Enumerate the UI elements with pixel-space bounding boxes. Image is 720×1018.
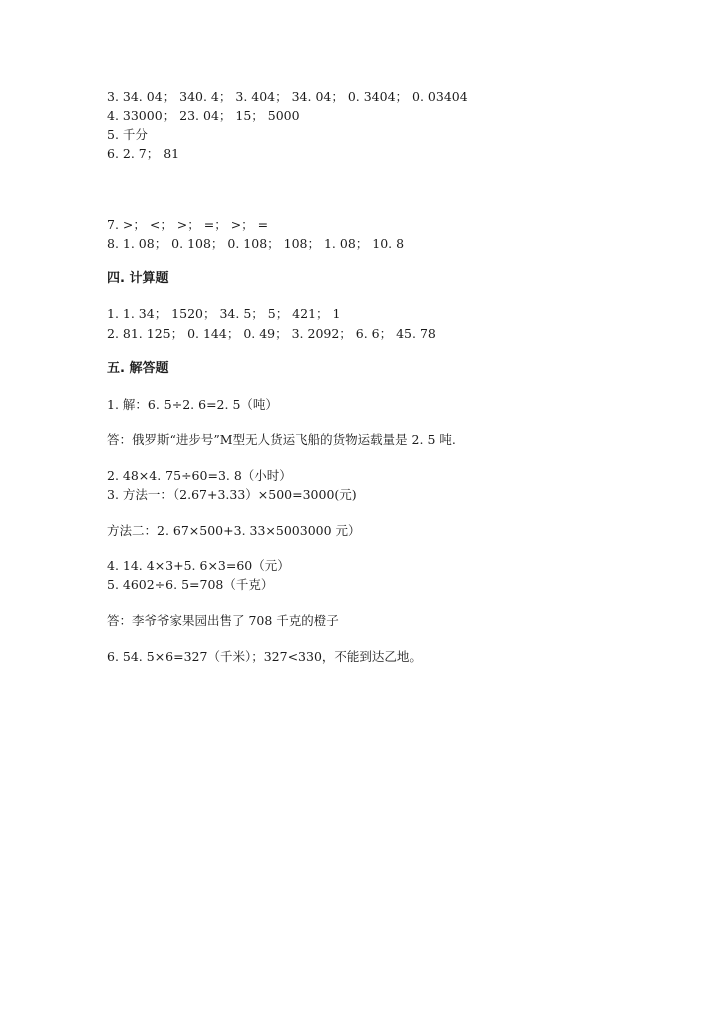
section-5-title: 五. 解答题	[107, 361, 169, 376]
answer-line-6: 6. 2. 7； 81	[107, 146, 180, 161]
solve-line-6: 6. 54. 5×6=327（千米）；327<330，不能到达乙地。	[107, 649, 422, 664]
solve-answer-5: 答：李爷爷家果园出售了 708 千克的橙子	[107, 613, 339, 628]
solve-line-3-method2: 方法二：2. 67×500+3. 33×5003000 元）	[107, 523, 361, 538]
answer-line-7: 7. >； <； >； =； >； =	[107, 217, 269, 232]
solve-line-1: 1. 解：6. 5÷2. 6=2. 5（吨）	[107, 397, 278, 412]
answer-line-4: 4. 33000； 23. 04； 15； 5000	[107, 108, 300, 123]
solve-answer-1: 答：俄罗斯“进步号”M型无人货运飞船的货物运载量是 2. 5 吨.	[107, 432, 456, 447]
answer-line-8: 8. 1. 08； 0. 108； 0. 108； 108； 1. 08； 10. 8	[107, 236, 405, 251]
section-4-title: 四. 计算题	[107, 271, 169, 286]
solve-line-2: 2. 48×4. 75÷60=3. 8（小时）	[107, 468, 292, 483]
calc-line-1: 1. 1. 34； 1520； 34. 5； 5； 421； 1	[107, 306, 341, 321]
solve-line-3: 3. 方法一：（2.67+3.33）×500=3000(元)	[107, 487, 357, 502]
answer-line-3: 3. 34. 04； 340. 4； 3. 404； 34. 04； 0. 3404； 0. 03404	[107, 89, 468, 104]
solve-line-4: 4. 14. 4×3+5. 6×3=60（元）	[107, 558, 290, 573]
calc-line-2: 2. 81. 125； 0. 144； 0. 49； 3. 2092； 6. 6； 45. 78	[107, 326, 436, 341]
answer-line-5: 5. 千分	[107, 127, 148, 142]
solve-line-5: 5. 4602÷6. 5=708（千克）	[107, 577, 274, 592]
